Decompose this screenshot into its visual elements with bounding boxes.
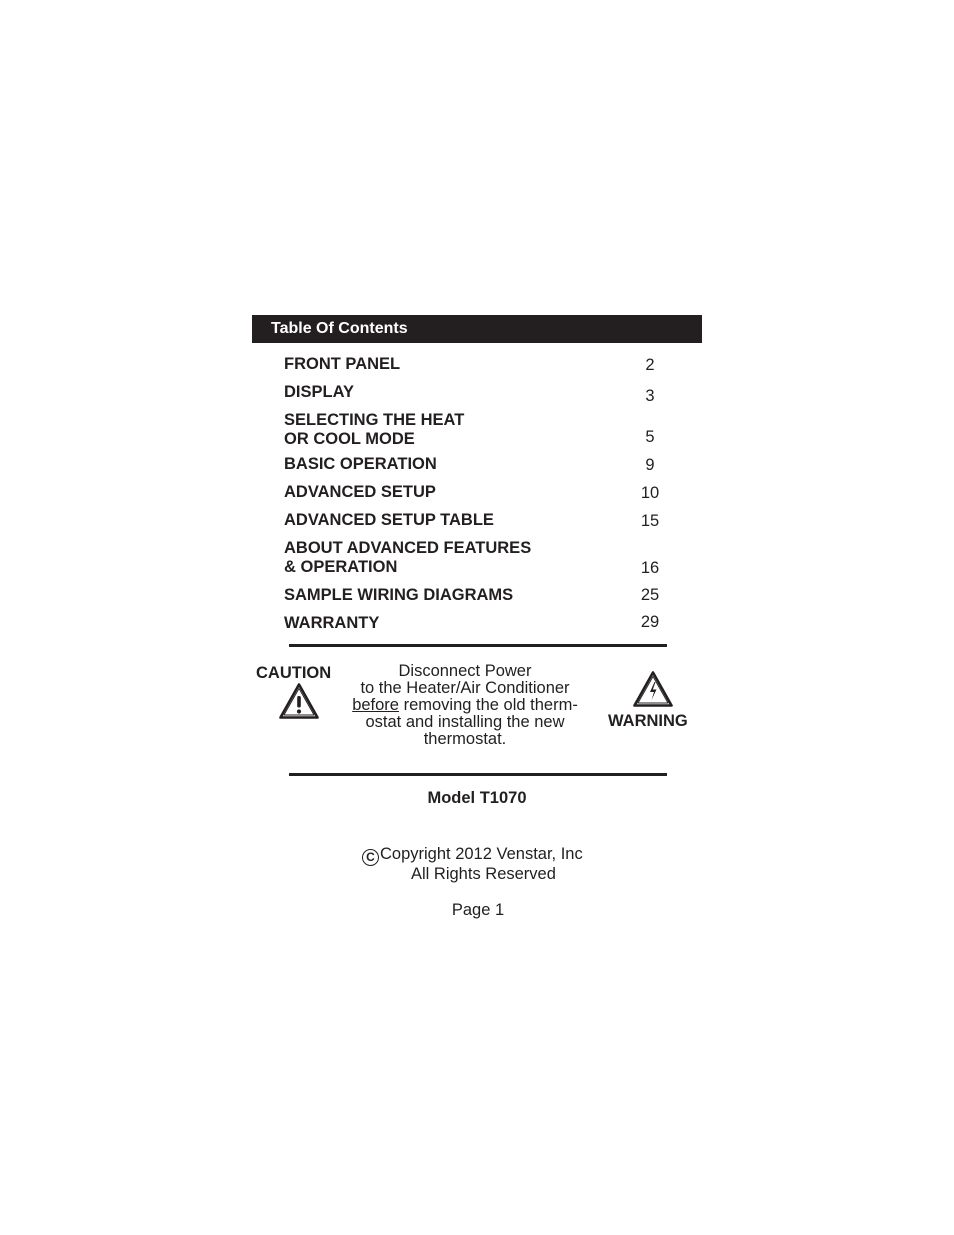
copyright-text: Copyright 2012 Venstar, Inc — [380, 845, 583, 863]
toc-title: Table Of Contents — [271, 320, 408, 337]
toc-item-page: 29 — [640, 613, 660, 631]
notice-line-1: Disconnect Power — [398, 662, 532, 680]
toc-item-page: 2 — [645, 356, 655, 374]
page-number: Page 1 — [451, 901, 505, 919]
toc-item-label: FRONT PANEL — [284, 355, 401, 373]
toc-item-page: 10 — [640, 484, 660, 502]
toc-item-page: 9 — [645, 456, 655, 474]
notice-line-2: to the Heater/Air Conditioner — [360, 679, 570, 697]
toc-item-label: ABOUT ADVANCED FEATURES & OPERATION — [284, 539, 532, 576]
toc-item-label: SELECTING THE HEAT OR COOL MODE — [284, 411, 465, 448]
toc-item-label: BASIC OPERATION — [284, 455, 437, 473]
notice-line-5: thermostat. — [423, 730, 507, 748]
model-number: Model T1070 — [427, 789, 527, 807]
notice-line-4: ostat and installing the new — [365, 713, 565, 731]
toc-item-label: SAMPLE WIRING DIAGRAMS — [284, 586, 514, 604]
top-divider — [289, 644, 667, 647]
toc-header-bar — [252, 315, 702, 343]
warning-label: WARNING — [608, 712, 688, 730]
toc-item-label: ADVANCED SETUP — [284, 483, 436, 501]
toc-item-label: DISPLAY — [284, 383, 354, 401]
copyright-line-2: All Rights Reserved — [411, 865, 556, 883]
toc-item-page: 15 — [640, 512, 660, 530]
copyright-line-1 — [362, 846, 602, 866]
toc-item-page: 5 — [645, 428, 655, 446]
toc-item-label: ADVANCED SETUP TABLE — [284, 511, 494, 529]
toc-item[interactable] — [284, 539, 704, 579]
disconnect-power-notice — [340, 663, 590, 748]
toc-item[interactable] — [284, 411, 704, 451]
notice-line-3-rest: removing the old therm- — [398, 696, 578, 714]
bottom-divider — [289, 773, 667, 776]
toc-item-page: 25 — [640, 586, 660, 604]
toc-item[interactable] — [284, 614, 704, 654]
exclamation-triangle-icon — [278, 682, 320, 720]
notice-line-3 — [340, 697, 590, 714]
toc-item-page: 3 — [645, 387, 655, 405]
copyright-block — [362, 846, 602, 883]
caution-label: CAUTION — [256, 664, 332, 682]
toc-item-label: WARRANTY — [284, 614, 380, 632]
notice-emphasis-before: before — [352, 696, 399, 714]
toc-item-page: 16 — [640, 559, 660, 577]
copyright-symbol-icon: C — [362, 849, 379, 866]
lightning-triangle-icon — [632, 670, 674, 708]
